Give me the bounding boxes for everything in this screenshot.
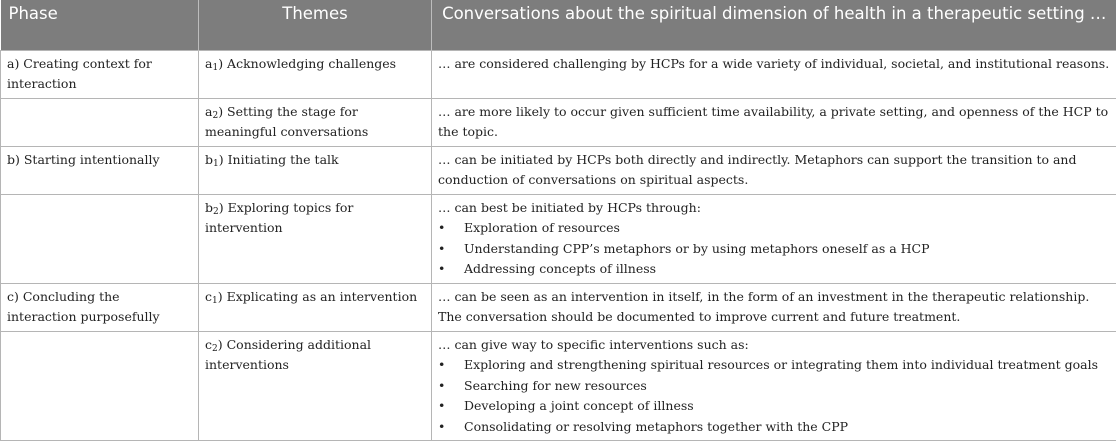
theme-subscript: 2 [213,206,219,217]
theme-cell [199,194,432,283]
conversation-cell [432,98,1116,146]
bullet-item: • Understanding CPP’s metaphors or by using metaphors oneself as a HCP [438,239,1110,260]
phase-cell: c) Concluding the interaction purposefully [1,283,199,331]
table-row [1,98,1116,146]
phase-cell [1,98,199,146]
theme-cell [199,283,432,331]
conversation-cell [432,331,1116,441]
conversation-text: … can be initiated by HCPs both directly and indirectly. Metaphors can support the transition to and conduction of conversations on spiritual aspects. [438,151,1077,187]
theme-letter: c [205,288,213,304]
header-themes: Themes [199,0,432,50]
conversation-text: … can give way to specific interventions such as: [438,336,749,352]
conversation-cell [432,283,1116,331]
theme-cell [199,331,432,441]
theme-subscript: 1 [212,62,219,73]
bullet-list [438,355,1110,437]
table-header [1,0,1116,50]
table-row [1,194,1116,283]
phase-cell [1,331,199,441]
theme-subscript: 2 [212,343,218,354]
theme-letter: a [205,103,213,119]
bullet-item: • Addressing concepts of illness [438,259,1110,280]
theme-title: ) Considering additional interventions [205,336,372,372]
header-conversations: Conversations about the spiritual dimension of health in a therapeutic setting … [432,0,1116,50]
phase-cell: a) Creating context for interaction [1,50,199,98]
bullet-item: • Exploring and strengthening spiritual resources or integrating them into individual treatment goals [438,355,1110,376]
conversation-text: … can be seen as an intervention in itself, in the form of an investment in the therapeutic relationship. The conversation should be documented to improve current and future treatment. [438,288,1090,324]
phase-cell [1,194,199,283]
phase-cell: b) Starting intentionally [1,146,199,194]
theme-cell [199,50,432,98]
theme-subscript: 2 [212,110,219,121]
theme-title: ) Initiating the talk [218,151,339,167]
bullet-list [438,218,1110,280]
theme-cell [199,146,432,194]
conversation-text: … are considered challenging by HCPs for a wide variety of individual, societal, and institutional reasons. [438,55,1110,71]
bullet-item: • Consolidating or resolving metaphors together with the CPP [438,417,1110,438]
theme-letter: b [205,199,214,215]
theme-letter: a [205,55,213,71]
theme-title: ) Acknowledging challenges [218,55,397,71]
table-body [1,50,1116,441]
conversation-cell [432,194,1116,283]
conversation-text: … can best be initiated by HCPs through: [438,199,701,215]
conversation-cell [432,50,1116,98]
theme-cell [199,98,432,146]
table-row [1,50,1116,98]
theme-letter: b [205,151,214,167]
conversation-cell [432,146,1116,194]
theme-subscript: 1 [213,158,219,169]
conversation-text: … are more likely to occur given sufficient time availability, a private setting, and openness of the HCP to the topic. [438,103,1109,139]
theme-title: ) Exploring topics for intervention [205,199,354,235]
table-row [1,331,1116,441]
bullet-item: • Developing a joint concept of illness [438,396,1110,417]
bullet-item: • Searching for new resources [438,376,1110,397]
bullet-item: • Exploration of resources [438,218,1110,239]
theme-title: ) Explicating as an intervention [217,288,418,304]
theme-subscript: 1 [212,295,218,306]
table-row [1,283,1116,331]
theme-title: ) Setting the stage for meaningful conversations [205,103,369,139]
table-row [1,146,1116,194]
theme-letter: c [205,336,213,352]
header-phase: Phase [1,0,199,50]
